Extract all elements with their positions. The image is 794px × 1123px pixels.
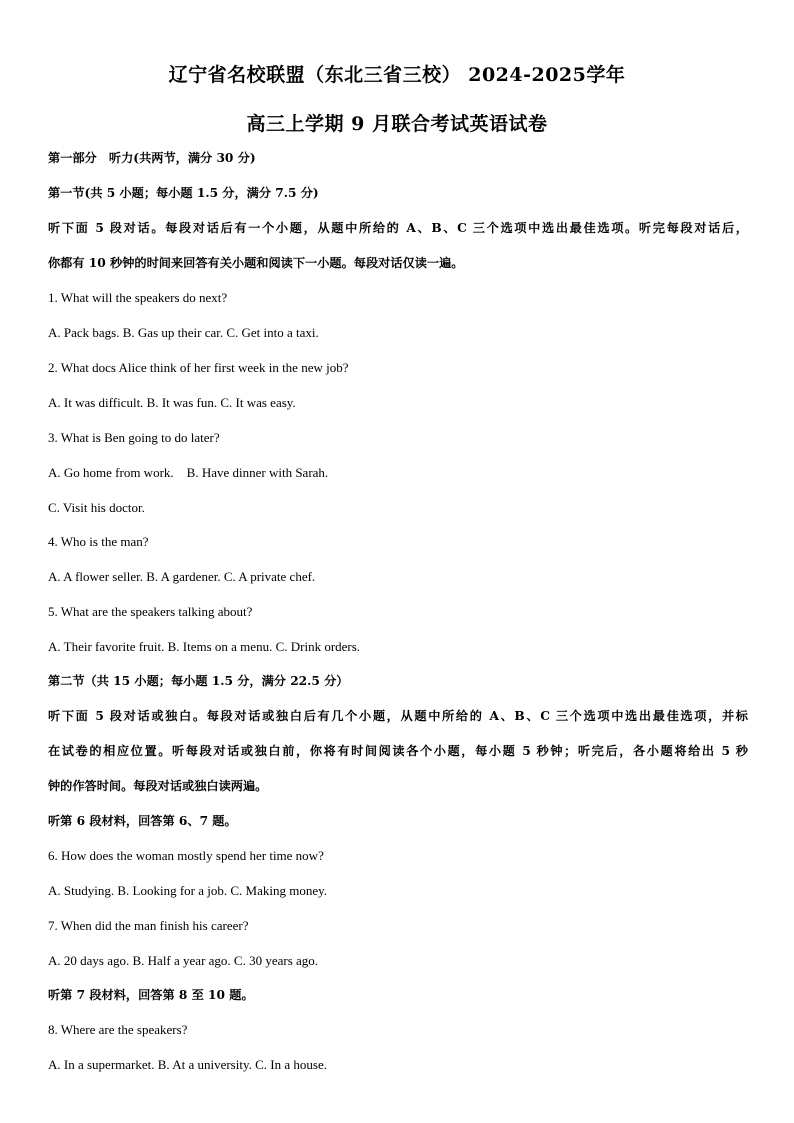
section2-instructions-line3: 钟的作答时间。每段对话或独白读两遍。 bbox=[48, 779, 268, 793]
material-7-heading: 听第 7 段材料，回答第 8 至 10 题。 bbox=[48, 988, 254, 1002]
question-3-options-line2: C. Visit his doctor. bbox=[48, 500, 145, 515]
question-5-options: A. Their favorite fruit. B. Items on a menu. C. Drink orders. bbox=[48, 639, 361, 654]
question-6: 6. How does the woman mostly spend her time now? bbox=[48, 848, 324, 863]
question-4: 4. Who is the man? bbox=[48, 534, 149, 549]
question-2: 2. What docs Alice think of her first week in the new job? bbox=[48, 360, 349, 375]
question-4-options: A. A flower seller. B. A gardener. C. A private chef. bbox=[48, 569, 316, 584]
question-5: 5. What are the speakers talking about? bbox=[48, 604, 253, 619]
question-1-options: A. Pack bags. B. Gas up their car. C. Get into a taxi. bbox=[48, 325, 319, 340]
section2-instructions-line1: 听下面 5 段对话或独白。每段对话或独白后有几个小题，从题中所给的 A、B、C 三个选项中选出最佳选项，并标 bbox=[48, 709, 748, 723]
section1-heading: 第一节(共 5 小题；每小题 1.5 分，满分 7.5 分) bbox=[48, 186, 319, 200]
exam-title-line1: 辽宁省名校联盟（东北三省三校） 2024-2025学年 bbox=[168, 64, 626, 86]
question-6-options: A. Studying. B. Looking for a job. C. Making money. bbox=[48, 883, 328, 898]
question-7: 7. When did the man finish his career? bbox=[48, 918, 249, 933]
question-1: 1. What will the speakers do next? bbox=[48, 290, 228, 305]
section1-instructions-line1: 听下面 5 段对话。每段对话后有一个小题，从题中所给的 A、B、C 三个选项中选出最佳选项。听完每段对话后， bbox=[48, 221, 748, 235]
question-7-options: A. 20 days ago. B. Half a year ago. C. 30 years ago. bbox=[48, 953, 319, 968]
question-3-options: A. Go home from work. B. Have dinner with Sarah. bbox=[48, 465, 329, 480]
material-6-heading: 听第 6 段材料，回答第 6、7 题。 bbox=[48, 814, 237, 828]
question-2-options: A. It was difficult. B. It was fun. C. It was easy. bbox=[48, 395, 296, 410]
question-3: 3. What is Ben going to do later? bbox=[48, 430, 220, 445]
section1-instructions-line2: 你都有 10 秒钟的时间来回答有关小题和阅读下一小题。每段对话仅读一遍。 bbox=[48, 256, 464, 270]
part1-heading: 第一部分 听力(共两节，满分 30 分) bbox=[48, 151, 256, 165]
exam-title-line2: 高三上学期 9 月联合考试英语试卷 bbox=[246, 113, 548, 135]
question-8-options: A. In a supermarket. B. At a university. C. In a house. bbox=[48, 1057, 327, 1072]
section2-instructions-line2: 在试卷的相应位置。听每段对话或独白前，你将有时间阅读各个小题，每小题 5 秒钟；听完后，各小题将给出 5 秒 bbox=[48, 744, 748, 758]
question-8: 8. Where are the speakers? bbox=[48, 1022, 188, 1037]
section2-heading: 第二节（共 15 小题；每小题 1.5 分，满分 22.5 分） bbox=[48, 674, 349, 688]
